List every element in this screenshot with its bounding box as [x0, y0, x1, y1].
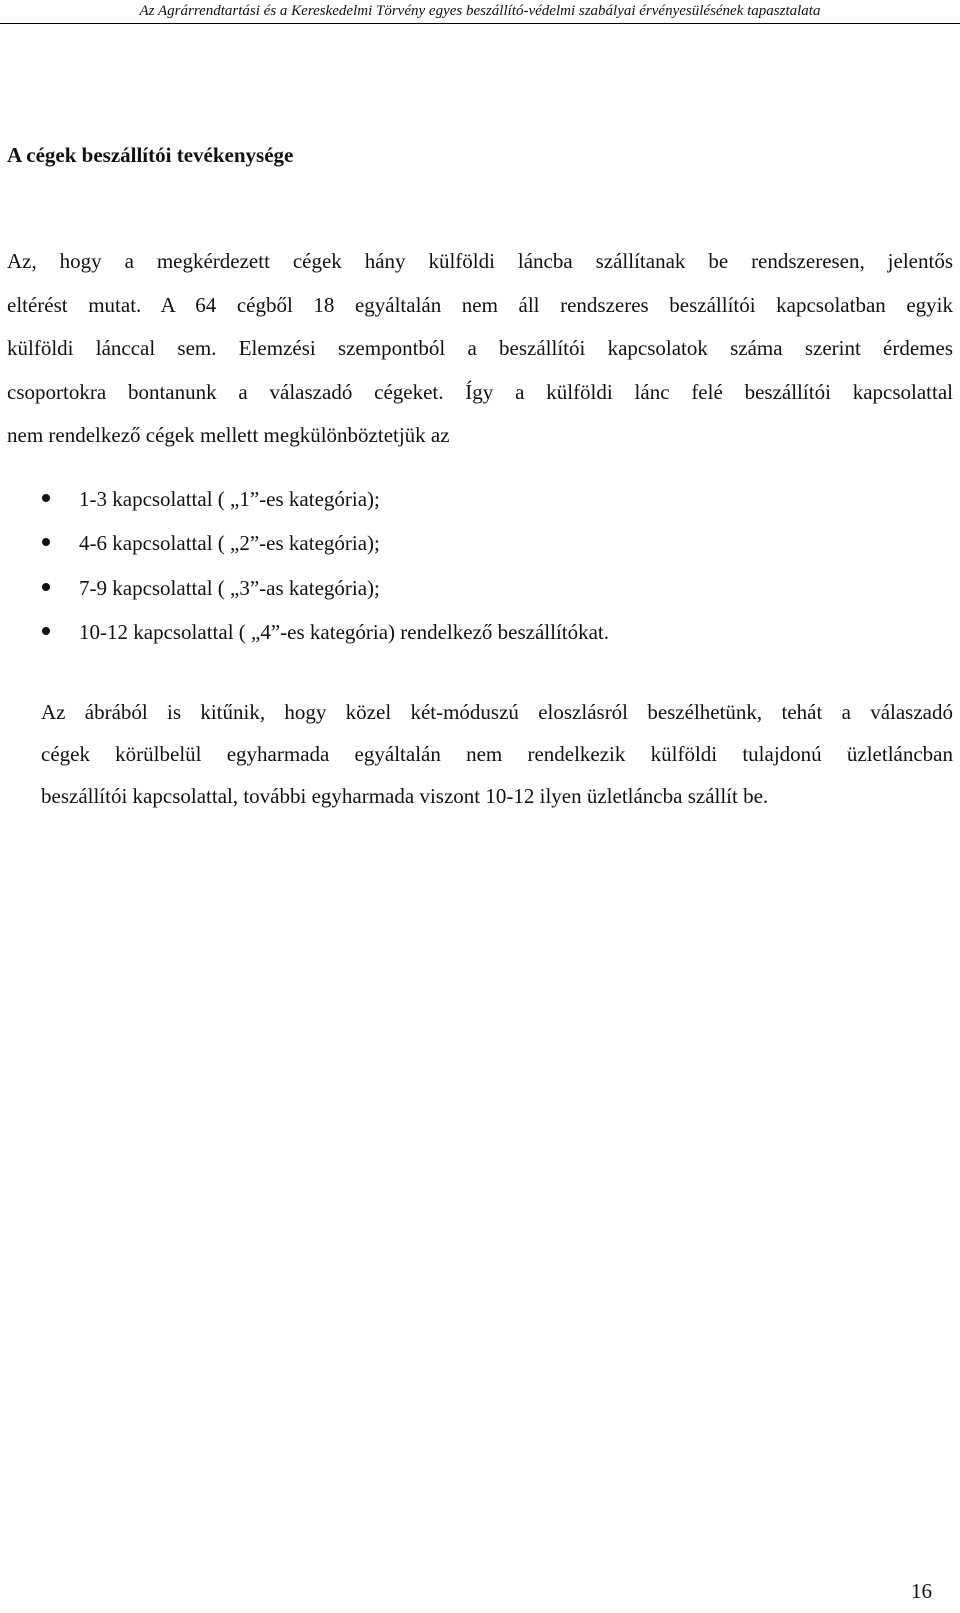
intro-paragraph — [7, 240, 953, 458]
list-item-text: 10-12 kapcsolattal ( „4”-es kategória) rendelkező beszállítókat. — [79, 619, 610, 644]
intro-line: csoportokra bontanunk a válaszadó cégeket. Így a külföldi lánc felé beszállítói kapcsolattal — [7, 379, 953, 404]
category-list — [0, 484, 960, 661]
list-item — [0, 484, 960, 528]
intro-line: nem rendelkező cégek mellett megkülönböztetjük az — [7, 423, 450, 448]
bullet-icon — [42, 627, 50, 635]
list-item-text: 1-3 kapcsolattal ( „1”-es kategória); — [79, 487, 380, 511]
section-title: A cégek beszállítói tevékenysége — [7, 143, 294, 167]
bullet-icon — [42, 494, 50, 502]
running-header — [0, 0, 960, 24]
running-header-title: Az Agrárrendtartási és a Kereskedelmi Törvény egyes beszállító-védelmi szabályai érvényesülésének tapasztalata — [139, 3, 821, 19]
list-item — [0, 573, 960, 617]
conclusion-line: cégek körülbelül egyharmada egyáltalán nem rendelkezik külföldi tulajdonú üzletláncban — [41, 741, 953, 766]
page-number: 16 — [911, 1579, 932, 1603]
intro-line: Az, hogy a megkérdezett cégek hány külföldi láncba szállítanak be rendszeresen, jelentős — [7, 249, 953, 273]
list-item-text: 7-9 kapcsolattal ( „3”-as kategória); — [79, 575, 380, 600]
intro-line: külföldi lánccal sem. Elemzési szempontból a beszállítói kapcsolatok száma szerint érdemes — [7, 336, 953, 361]
list-item — [0, 617, 960, 661]
conclusion-paragraph — [41, 692, 953, 817]
conclusion-line: Az ábrából is kitűnik, hogy közel két-móduszú eloszlásról beszélhetünk, tehát a válaszadó — [41, 700, 953, 724]
intro-line: eltérést mutat. A 64 cégből 18 egyáltalán nem áll rendszeres beszállítói kapcsolatban egyik — [7, 292, 953, 317]
bullet-icon — [42, 538, 50, 546]
conclusion-line: beszállítói kapcsolattal, további egyharmada viszont 10-12 ilyen üzletláncba szállít be. — [41, 783, 769, 808]
bullet-icon — [42, 583, 50, 591]
list-item-text: 4-6 kapcsolattal ( „2”-es kategória); — [79, 531, 380, 556]
list-item — [0, 528, 960, 572]
